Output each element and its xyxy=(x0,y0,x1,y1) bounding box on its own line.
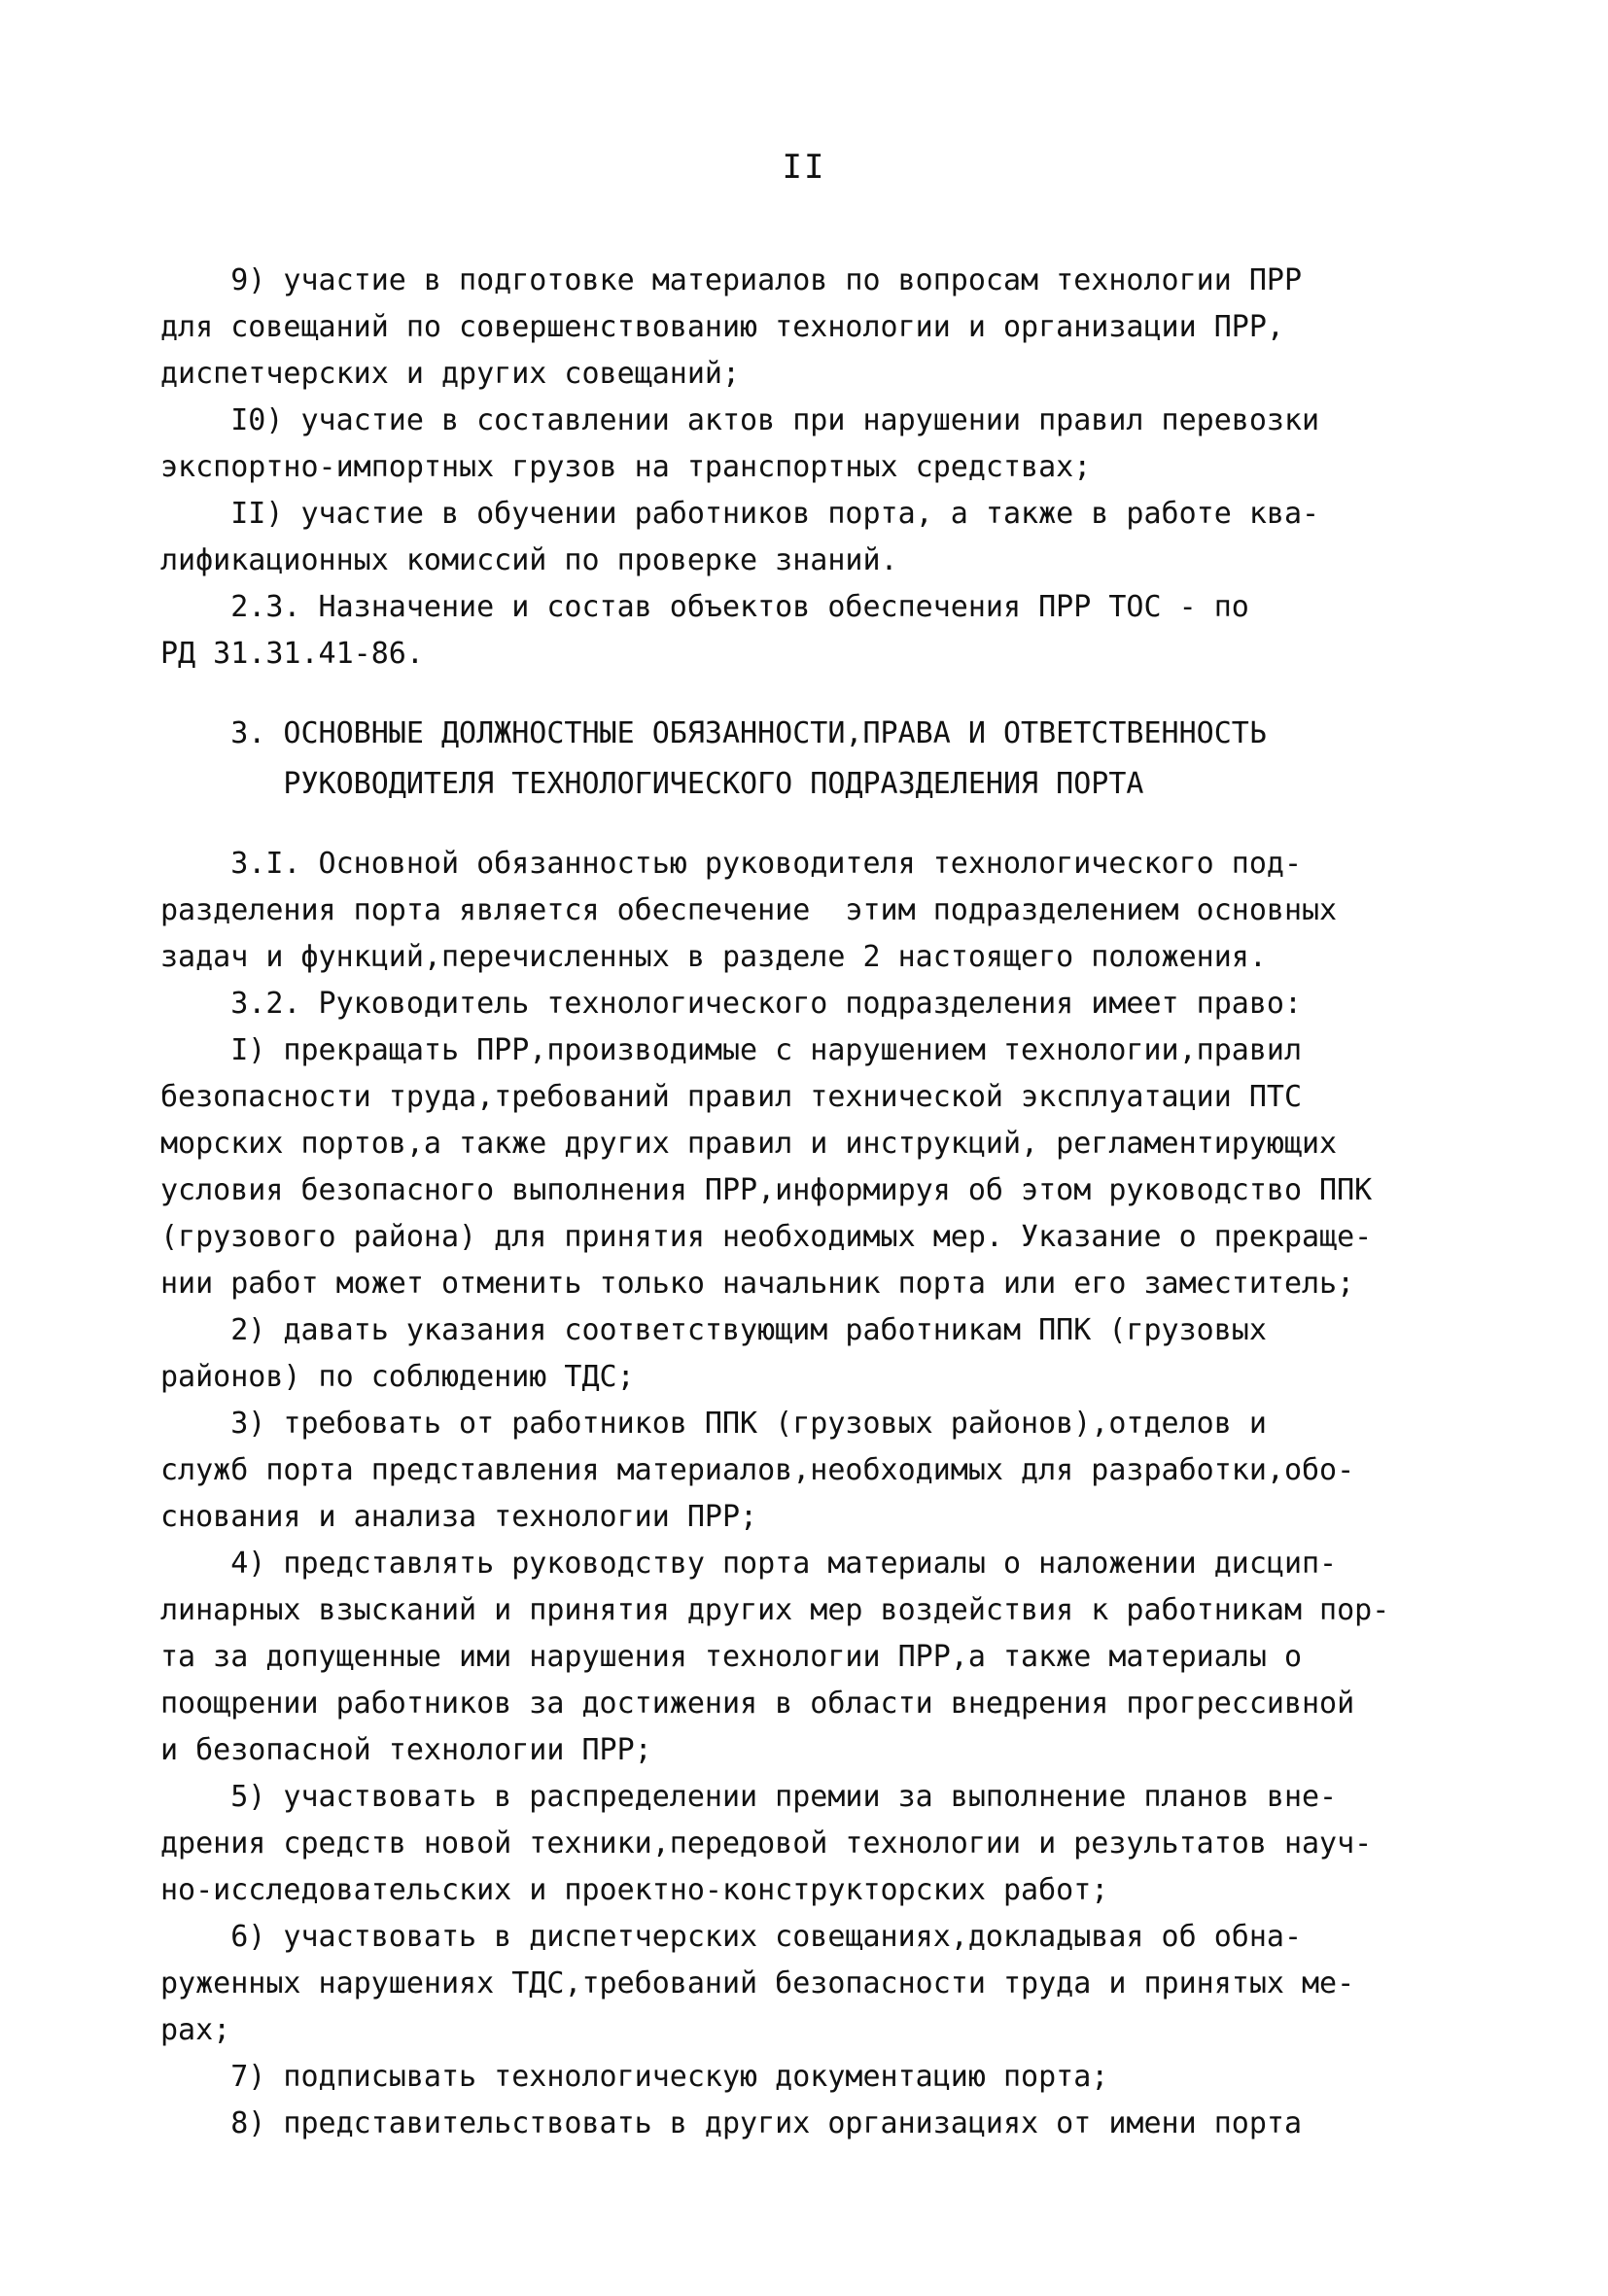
text-line: условия безопасного выполнения ПРР,информируя об этом руководство ППК xyxy=(160,1173,1373,1207)
list-item xyxy=(160,2054,1434,2101)
text-line: 8) представительствовать в других организациях от имени порта xyxy=(160,2106,1302,2140)
text-line: руженных нарушениях ТДС,требований безопасности труда и принятых ме- xyxy=(160,1966,1355,2000)
text-line: дрения средств новой техники,передовой технологии и результатов науч- xyxy=(160,1826,1373,1861)
text-line: диспетчерских и других совещаний; xyxy=(160,357,741,391)
text-line: (грузового района) для принятия необходимых мер. Указание о прекраще- xyxy=(160,1220,1373,1254)
list-item xyxy=(160,491,1434,584)
text-line: 2.3. Назначение и состав объектов обеспечения ПРР ТОС - по xyxy=(160,590,1249,624)
heading-line: 3. ОСНОВНЫЕ ДОЛЖНОСТНЫЕ ОБЯЗАННОСТИ,ПРАВА И ОТВЕТСТВЕННОСТЬ xyxy=(160,716,1267,750)
text-line: 3.2. Руководитель технологического подразделения имеет право: xyxy=(160,987,1302,1021)
text-line: разделения порта является обеспечение этим подразделением основных xyxy=(160,893,1338,927)
text-line: морских портов,а также других правил и инструкций, регламентирующих xyxy=(160,1127,1338,1161)
list-item xyxy=(160,1774,1434,1914)
text-line: рах; xyxy=(160,2013,231,2047)
text-line: I) прекращать ПРР,производимые с нарушением технологии,правил xyxy=(160,1033,1302,1067)
text-line: та за допущенные ими нарушения технологии ПРР,а также материалы о xyxy=(160,1640,1302,1674)
section-3-heading xyxy=(160,709,1434,810)
list-item xyxy=(160,1307,1434,1401)
list-item xyxy=(160,584,1434,678)
text-line: поощрении работников за достижения в области внедрения прогрессивной xyxy=(160,1687,1355,1721)
list-item xyxy=(160,2101,1434,2147)
text-line: но-исследовательских и проектно-конструкторских работ; xyxy=(160,1873,1109,1907)
text-line: лификационных комиссий по проверке знаний. xyxy=(160,543,898,577)
text-line: нии работ может отменить только начальник порта или его заместитель; xyxy=(160,1267,1355,1301)
list-item xyxy=(160,1914,1434,2054)
heading-line: РУКОВОДИТЕЛЯ ТЕХНОЛОГИЧЕСКОГО ПОДРАЗДЕЛЕНИЯ ПОРТА xyxy=(160,767,1144,801)
text-line: служб порта представления материалов,необходимых для разработки,обо- xyxy=(160,1453,1355,1487)
text-line: 9) участие в подготовке материалов по вопросам технологии ПРР xyxy=(160,263,1302,297)
list-item xyxy=(160,981,1434,1027)
section-3-body xyxy=(160,841,1434,2147)
document-body xyxy=(160,258,1434,2147)
text-line: для совещаний по совершенствованию технологии и организации ПРР, xyxy=(160,310,1284,344)
text-line: и безопасной технологии ПРР; xyxy=(160,1733,652,1767)
text-line: задач и функций,перечисленных в разделе 2 настоящего положения. xyxy=(160,940,1267,974)
page-number: II xyxy=(782,148,826,187)
text-line: районов) по соблюдению ТДС; xyxy=(160,1360,635,1394)
text-line: 4) представлять руководству порта материалы о наложении дисцип- xyxy=(160,1547,1338,1581)
text-line: I0) участие в составлении актов при нарушении правил перевозки xyxy=(160,403,1320,437)
text-line: 7) подписывать технологическую документацию порта; xyxy=(160,2060,1109,2094)
text-line: линарных взысканий и принятия других мер воздействия к работникам пор- xyxy=(160,1593,1390,1627)
text-line: 6) участвовать в диспетчерских совещаниях,докладывая об обна- xyxy=(160,1920,1302,1954)
text-line: РД 31.31.41-86. xyxy=(160,637,424,671)
text-line: 3) требовать от работников ППК (грузовых районов),отделов и xyxy=(160,1407,1267,1441)
list-item xyxy=(160,258,1434,398)
list-item xyxy=(160,398,1434,491)
text-line: 5) участвовать в распределении премии за выполнение планов вне- xyxy=(160,1780,1338,1814)
text-line: экспортно-импортных грузов на транспортных средствах; xyxy=(160,450,1092,484)
list-item xyxy=(160,1401,1434,1541)
section-2-continuation xyxy=(160,258,1434,678)
text-line: безопасности труда,требований правил технической эксплуатации ПТС xyxy=(160,1080,1302,1114)
list-item xyxy=(160,1027,1434,1307)
list-item xyxy=(160,841,1434,981)
text-line: снования и анализа технологии ПРР; xyxy=(160,1500,758,1534)
list-item xyxy=(160,1541,1434,1774)
text-line: 2) давать указания соответствующим работникам ППК (грузовых xyxy=(160,1313,1267,1347)
text-line: 3.I. Основной обязанностью руководителя технологического под- xyxy=(160,847,1302,881)
text-line: II) участие в обучении работников порта, а также в работе ква- xyxy=(160,497,1320,531)
